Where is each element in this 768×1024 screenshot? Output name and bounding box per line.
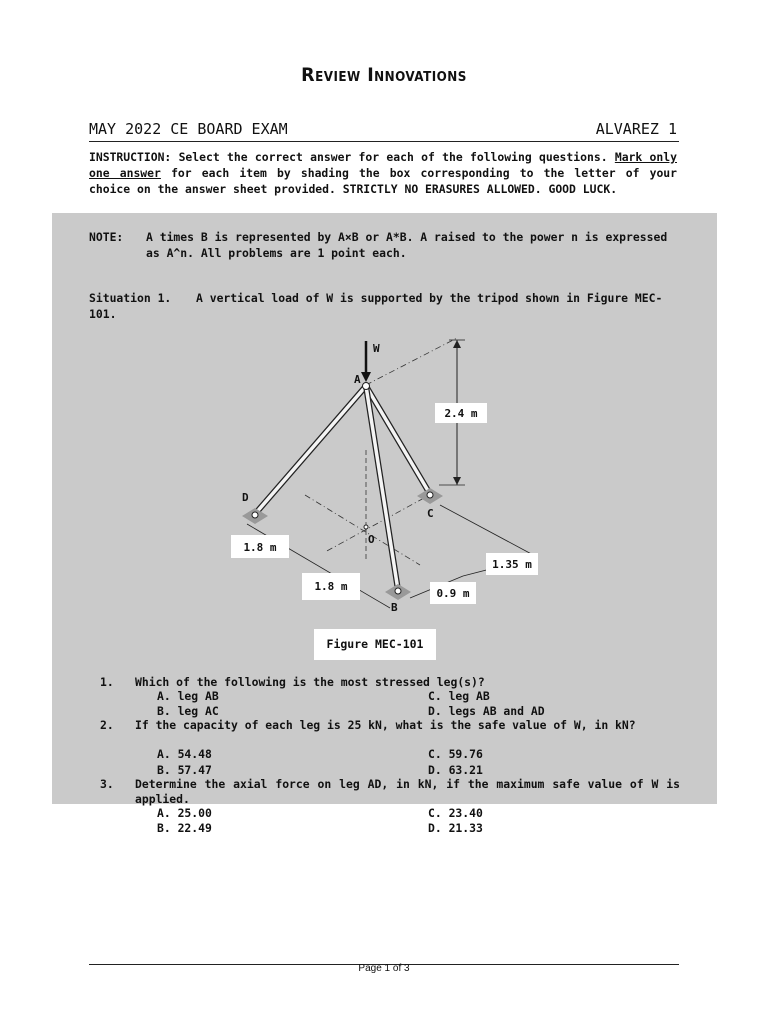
axis-line-co	[325, 492, 435, 552]
question-stem: Determine the axial force on leg AD, in kN, if the maximum safe value of W is applied.	[135, 777, 680, 806]
leg-b-label: B	[391, 601, 398, 614]
dim-ob-label: 1.8 m	[314, 580, 348, 593]
exam-title: MAY 2022 CE BOARD EXAM	[89, 120, 288, 138]
leg-ad	[255, 386, 366, 514]
question-2	[100, 718, 680, 733]
question-number: 3.	[100, 777, 114, 791]
question-stem: If the capacity of each leg is 25 kN, what is the safe value of W, in kN?	[135, 718, 636, 732]
q3-option-b: B. 22.49	[157, 821, 212, 835]
note-block	[89, 229, 679, 261]
note-text: A times B is represented by A×B or A*B. A raised to the power n is expressed as A^n. All problems are 1 point each.	[146, 230, 668, 260]
origin-point	[364, 525, 368, 529]
question-3	[100, 777, 680, 806]
q1-option-b: B. leg AC	[157, 704, 219, 718]
q1-option-c: C. leg AB	[428, 689, 490, 703]
tripod-figure	[225, 330, 555, 620]
dim-b-side-label: 0.9 m	[436, 587, 470, 600]
q2-option-a: A. 54.48	[157, 747, 212, 761]
q1-option-a: A. leg AB	[157, 689, 219, 703]
dim-c-side-label: 1.35 m	[492, 558, 532, 571]
header-divider	[89, 141, 679, 142]
axis-line-db	[305, 495, 420, 565]
situation-label: Situation 1.	[89, 291, 172, 305]
apex-label: A	[354, 373, 361, 386]
brand-logo-title: Review Innovations	[301, 64, 467, 86]
load-label: W	[373, 342, 380, 355]
leg-d-label: D	[242, 491, 249, 504]
height-dim-label: 2.4 m	[444, 407, 478, 420]
q2-option-c: C. 59.76	[428, 747, 483, 761]
dim-do-label: 1.8 m	[243, 541, 277, 554]
dim-line-cx	[440, 505, 537, 557]
instruction-text-2: for each item by shading the box corresponding to the letter of your choice on the answer sheet provided. STRICTLY NO ERASURES ALLOWED. GOOD LUCK.	[89, 166, 678, 196]
q3-option-a: A. 25.00	[157, 806, 212, 820]
question-1	[100, 675, 680, 690]
question-number: 1.	[100, 675, 114, 689]
question-stem: Which of the following is the most stressed leg(s)?	[135, 675, 485, 689]
instruction-emphasis: Mark only one answer	[89, 150, 677, 180]
q3-option-d: D. 21.33	[428, 821, 483, 835]
exam-set-label: ALVAREZ 1	[595, 120, 677, 138]
instruction-paragraph	[89, 149, 677, 197]
q3-option-c: C. 23.40	[428, 806, 483, 820]
q2-option-b: B. 57.47	[157, 763, 212, 777]
q2-option-d: D. 63.21	[428, 763, 483, 777]
figure-caption: Figure MEC-101	[314, 629, 436, 660]
instruction-text-1: INSTRUCTION: Select the correct answer for each of the following questions.	[89, 150, 608, 164]
page-number: Page 1 of 3	[358, 963, 410, 974]
origin-label: O	[368, 533, 375, 546]
leg-c-label: C	[427, 507, 434, 520]
height-ref-line	[366, 338, 457, 385]
q1-option-d: D. legs AB and AD	[428, 704, 545, 718]
question-number: 2.	[100, 718, 114, 732]
note-label: NOTE:	[89, 230, 124, 244]
situation-text: A vertical load of W is supported by the tripod shown in Figure MEC-101.	[89, 291, 663, 321]
situation-block	[89, 290, 679, 322]
apex-joint	[363, 383, 370, 390]
